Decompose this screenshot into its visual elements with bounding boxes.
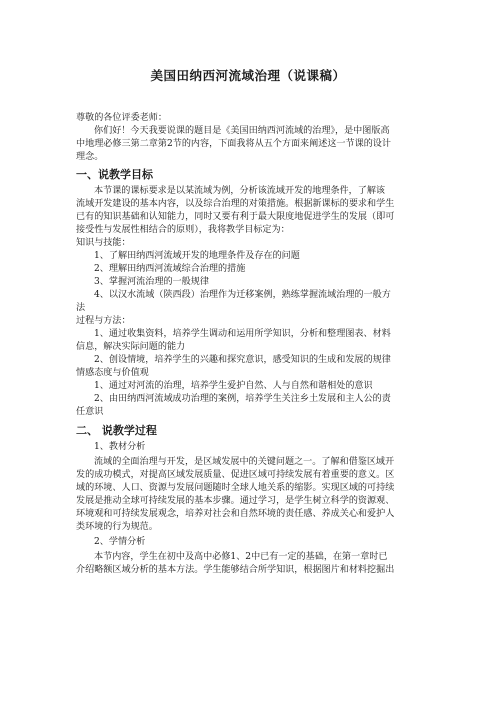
intro-line: 你们好！今天我要说课的题目是《美国田纳西河流域的治理》，是中图版高 bbox=[94, 126, 390, 136]
objectives-paragraph: 流域开发建设的基本内容，以及综合治理的对策措施。根据新课标的要求和学生 bbox=[76, 199, 395, 209]
process-item: 1、通过收集资料，培养学生调动和运用所学知识，分析和整理图表、材料 bbox=[94, 329, 391, 339]
greeting: 尊敬的各位评委老师： bbox=[76, 113, 167, 123]
knowledge-item: 4、以汉水流域（陕西段）治理作为迁移案例，熟练掌握流域治理的一般方 bbox=[94, 290, 391, 300]
objectives-paragraph: 本节课的课标要求是以某流域为例，分析该流域开发的地理条件，了解该 bbox=[94, 186, 386, 196]
textbook-analysis-line: 发的成功模式，对提高区域发展质量、促进区域可持续发展有着重要的意义。区 bbox=[76, 470, 395, 480]
student-analysis-label: 2、学情分析 bbox=[94, 537, 146, 547]
textbook-analysis-line: 域的环境、人口、资源与发展问题随时全球人地关系的缩影。实现区域的可持续 bbox=[76, 483, 395, 493]
objectives-paragraph: 已有的知识基础和认知能力，同时又要有利于最大限度地促进学生的发展（即可 bbox=[76, 212, 395, 222]
textbook-analysis-line: 环境观和可持续发展观念，培养对社会和自然环境的责任感、养成关心和爱护人 bbox=[76, 509, 395, 519]
attitude-item: 2、由田纳西河流域成功治理的案例，培养学生关注乡土发展和主人公的责 bbox=[94, 394, 391, 404]
textbook-analysis-line: 发展是推动全球可持续发展的基本步骤。通过学习，是学生树立科学的资源观、 bbox=[76, 496, 395, 506]
intro-line: 中地理必修三第二章第2节的内容，下面我将从五个方面来阐述这一节课的设计 bbox=[76, 139, 391, 149]
intro-line: 理念。 bbox=[76, 152, 104, 162]
attitude-item: 1、通过对河流的治理，培养学生爱护自然、人与自然和谐相处的意识 bbox=[94, 381, 373, 391]
knowledge-item: 2、理解田纳西河流域综合治理的措施 bbox=[94, 264, 246, 274]
knowledge-item-tail: 法 bbox=[76, 303, 86, 313]
textbook-analysis-line: 流域的全面治理与开发，是区域发展中的关键问题之一。了解和借鉴区域开 bbox=[94, 457, 395, 467]
student-analysis-line: 介绍略额区域分析的基本方法。学生能够结合所学知识，根据图片和材料挖掘出 bbox=[76, 565, 395, 575]
textbook-analysis-line: 类环境的行为规范。 bbox=[76, 522, 158, 532]
section2-heading: 二、 说教学过程 bbox=[76, 424, 157, 437]
attitude-label: 情感态度与价值观 bbox=[76, 368, 149, 378]
attitude-item: 任意识 bbox=[76, 407, 104, 417]
document-title: 美国田纳西河流域治理（说课稿） bbox=[150, 68, 346, 83]
process-label: 过程与方法： bbox=[76, 316, 131, 326]
knowledge-item: 1、了解田纳西河流域开发的地理条件及存在的问题 bbox=[94, 251, 300, 261]
process-item: 信息，解决实际问题的能力 bbox=[76, 342, 186, 352]
knowledge-label: 知识与技能： bbox=[76, 238, 131, 248]
textbook-analysis-label: 1、教材分析 bbox=[94, 442, 146, 452]
section1-heading: 一、说教学目标 bbox=[76, 168, 153, 181]
objectives-paragraph: 接受性与发展性相结合的原则），我将教学目标定为： bbox=[76, 225, 290, 235]
knowledge-item: 3、掌握河流治理的一般规律 bbox=[94, 277, 209, 287]
process-item: 2、创设情境，培养学生的兴趣和探究意识，感受知识的生成和发展的规律 bbox=[94, 355, 391, 365]
student-analysis-line: 本节内容，学生在初中及高中必修1、2中已有一定的基础，在第一章时已 bbox=[94, 552, 388, 562]
